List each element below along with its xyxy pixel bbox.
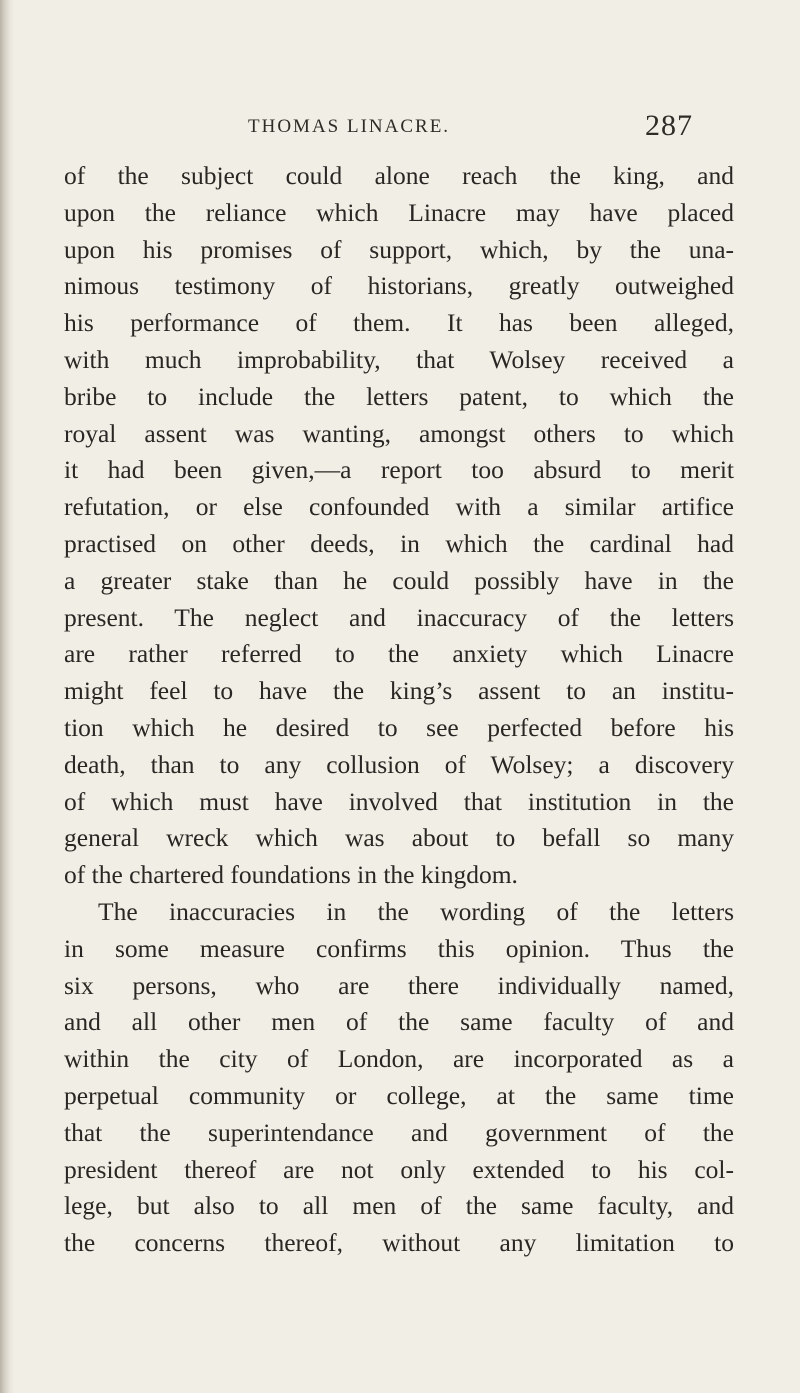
text-line: tion which he desired to see perfected before his [64,712,734,742]
text-line: are rather referred to the anxiety which Linacre [64,639,734,669]
running-title: THOMAS LINACRE. [248,116,451,137]
text-line: six persons, who are there individually named, [64,970,734,1000]
text-line: a greater stake than he could possibly have in the [64,565,734,595]
text-line: of which must have involved that institution in the [64,786,734,816]
text-line: it had been given,—a report too absurd to merit [64,455,734,485]
text-line: bribe to include the letters patent, to which the [64,381,734,411]
paragraph-end-line: of the chartered foundations in the kingdom. [64,860,518,890]
text-line: that the superintendance and government of the [64,1117,734,1147]
text-line: death, than to any collusion of Wolsey; a discovery [64,749,734,779]
text-line: nimous testimony of historians, greatly outweighed [64,271,734,301]
text-line: the concerns thereof, without any limitation to [64,1228,734,1258]
text-line: upon his promises of support, which, by the una- [64,234,734,264]
text-line: in some measure confirms this opinion. Thus the [64,933,734,963]
text-line: royal assent was wanting, amongst others to which [64,418,734,448]
text-line: lege, but also to all men of the same faculty, and [64,1191,734,1221]
text-line: of the subject could alone reach the king, and [64,161,734,190]
text-line: within the city of London, are incorporated as a [64,1044,734,1074]
page-number: 287 [645,109,693,142]
text-line: might feel to have the king’s assent to an institu- [64,676,734,706]
text-line: his performance of them. It has been alleged, [64,308,734,338]
body-text [64,158,734,1262]
text-line: refutation, or else confounded with a similar artifice [64,492,734,522]
text-line: practised on other deeds, in which the cardinal had [64,528,734,558]
text-line: president thereof are not only extended to his col- [64,1154,734,1184]
text-line: present. The neglect and inaccuracy of the letters [64,602,734,632]
text-line: perpetual community or college, at the same time [64,1080,734,1110]
text-line: with much improbability, that Wolsey received a [64,344,734,374]
page-gutter-shadow [0,0,14,1393]
running-head [0,109,800,152]
text-line: general wreck which was about to befall so many [64,823,734,853]
paragraph-start-line: The inaccuracies in the wording of the letters [98,896,734,926]
text-line: and all other men of the same faculty of and [64,1007,734,1037]
text-line: upon the reliance which Linacre may have placed [64,197,734,227]
